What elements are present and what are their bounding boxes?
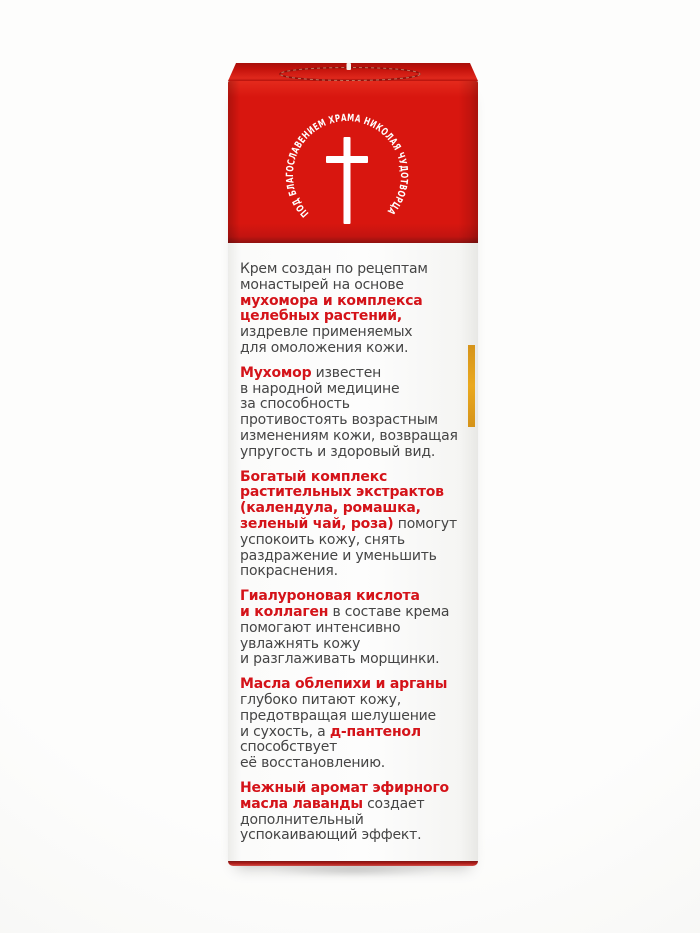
- highlighted-ingredient-text: д-пантенол: [329, 723, 421, 740]
- body-text-segment: издревле применяемых: [240, 324, 413, 341]
- highlighted-ingredient-text: целебных растений,: [240, 308, 403, 325]
- product-box-front: [228, 81, 478, 866]
- highlighted-ingredient-text: зеленый чай, роза): [240, 515, 394, 532]
- highlighted-ingredient-text: масла лаванды: [240, 795, 363, 812]
- body-text-segment: успокоить кожу, снять: [240, 531, 405, 548]
- lid-emblem: [228, 63, 478, 81]
- box-shadow: [234, 864, 472, 880]
- body-text-segment: упругость и здоровый вид.: [240, 443, 436, 460]
- description-text: [228, 243, 478, 844]
- body-text-segment: в составе крема: [328, 603, 450, 620]
- cross-icon: [326, 137, 368, 224]
- highlighted-ingredient-text: (календула, ромашка,: [240, 500, 421, 517]
- body-text-segment: за способность: [240, 396, 350, 413]
- box-red-panel: [228, 81, 478, 243]
- description-paragraph: [240, 366, 470, 461]
- body-text-segment: в народной медицине: [240, 380, 400, 397]
- body-text-segment: изменениям кожи, возвращая: [240, 427, 458, 444]
- highlighted-ingredient-text: Богатый комплекс: [240, 468, 388, 485]
- body-text-segment: противостоять возрастным: [240, 412, 438, 429]
- description-paragraph: [240, 677, 470, 772]
- body-text-segment: помогают интенсивно: [240, 619, 401, 636]
- highlighted-ingredient-text: Масла облепихи и арганы: [240, 676, 448, 693]
- body-text-segment: создает: [362, 795, 425, 812]
- description-paragraph: [240, 470, 470, 581]
- lid-cross-tip-icon: [347, 63, 352, 70]
- body-text-segment: покраснения.: [240, 563, 338, 580]
- body-text-segment: глубоко питают кожу,: [240, 691, 402, 708]
- body-text-segment: предотвращая шелушение: [240, 707, 436, 724]
- body-text-segment: раздражение и уменьшить: [240, 547, 437, 564]
- body-text-segment: успокаивающий эффект.: [240, 827, 422, 844]
- highlighted-ingredient-text: и коллаген: [240, 603, 329, 620]
- highlighted-ingredient-text: Гиалуроновая кислота: [240, 588, 420, 605]
- body-text-segment: увлажнять кожу: [240, 635, 361, 652]
- box-lid: [228, 63, 478, 81]
- description-paragraph: [240, 781, 470, 844]
- church-blessing-emblem: [228, 81, 478, 243]
- body-text-segment: монастырей на основе: [240, 276, 404, 293]
- highlighted-ingredient-text: Нежный аромат эфирного: [240, 779, 449, 796]
- body-text-segment: её восстановлению.: [240, 755, 386, 772]
- emblem-circular-text: ПОД БЛАГОСЛАВЕНИЕМ ХРАМА НИКОЛАЯ ЧУДОТВОРЦА: [284, 112, 410, 219]
- description-paragraph: [240, 262, 470, 357]
- body-text-segment: дополнительный: [240, 811, 364, 828]
- body-text-segment: для омоложения кожи.: [240, 339, 409, 356]
- box-white-panel: [228, 243, 478, 861]
- body-text-segment: способствует: [240, 739, 338, 756]
- body-text-segment: известен: [311, 364, 382, 381]
- body-text-segment: Крем создан по рецептам: [240, 261, 428, 277]
- orange-accent-strip: [468, 345, 475, 427]
- body-text-segment: и сухость, а: [240, 723, 330, 740]
- highlighted-ingredient-text: растительных экстрактов: [240, 484, 444, 501]
- body-text-segment: помогут: [393, 515, 457, 532]
- description-paragraph: [240, 589, 470, 668]
- body-text-segment: и разглаживать морщинки.: [240, 651, 440, 668]
- highlighted-ingredient-text: мухомора и комплекса: [240, 292, 423, 309]
- highlighted-ingredient-text: Мухомор: [240, 364, 312, 381]
